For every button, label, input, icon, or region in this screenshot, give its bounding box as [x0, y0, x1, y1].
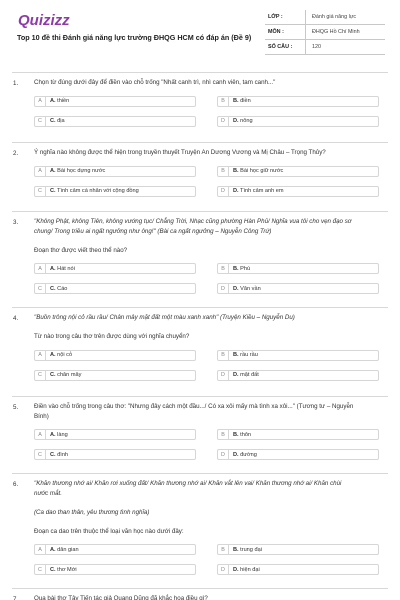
- question-text: Ý nghĩa nào không được thể hiện trong truyền thuyết Truyện An Dương Vương và Mị Châu – Trọng Thủy?: [34, 149, 326, 156]
- answer-option[interactable]: [217, 116, 379, 127]
- question-text: Qua bài thơ Tây Tiến tác giả Quang Dũng đã khắc họa điều gì?: [34, 595, 208, 600]
- question-text: Điền vào chỗ trống trong câu thơ: "Nhưng đây cách một đầu.../ Có xa xôi mấy mà tình xa xôi..." (Tương tư – Nguyễn: [34, 403, 354, 410]
- option-text: [46, 188, 139, 194]
- option-key: C.: [50, 285, 56, 292]
- question-text: "Khăn thương nhớ ai/ Khăn rơi xuống đất/ Khăn thương nhớ ai/ Khăn vắt lên vai/ Khăn thương nhớ ai/ Khăn chùi: [34, 480, 342, 487]
- option-letter-badge: D: [218, 450, 229, 459]
- question-text: Chọn từ đúng dưới đây để điền vào chỗ trống "Nhất canh trì, nhì canh viên, tam canh...": [34, 79, 276, 86]
- answer-option[interactable]: [217, 283, 379, 294]
- option-value: Bài học dựng nước: [55, 168, 106, 174]
- option-value: mặt đất: [238, 372, 259, 378]
- option-key: A.: [50, 168, 56, 174]
- option-value: làng: [55, 431, 68, 438]
- option-key: A.: [50, 546, 56, 553]
- option-key: B.: [233, 546, 239, 553]
- svg-text:Quizizz: Quizizz: [18, 12, 70, 29]
- option-value: chân mây: [55, 372, 82, 378]
- question-text: Đoạn ca dao trên thuộc thể loại văn học nào dưới đây:: [34, 527, 184, 535]
- answer-option[interactable]: [217, 350, 379, 361]
- answer-option[interactable]: [217, 544, 379, 555]
- option-value: đình: [55, 451, 69, 458]
- question-number: 3.: [13, 219, 19, 226]
- meta-row-subject: [265, 25, 385, 40]
- question-divider: [12, 473, 388, 474]
- answer-option[interactable]: [34, 429, 196, 440]
- option-letter-badge: C: [35, 187, 46, 196]
- header-divider: [12, 72, 388, 73]
- option-key: A.: [50, 352, 56, 358]
- answer-option[interactable]: [217, 370, 379, 381]
- option-letter-badge: B: [218, 264, 229, 273]
- option-key: A.: [50, 98, 56, 104]
- option-text: [229, 432, 251, 438]
- question-number: 1.: [13, 80, 19, 87]
- question-number: 6.: [13, 481, 19, 488]
- option-key: D.: [233, 188, 239, 194]
- option-text: [229, 168, 283, 174]
- answer-option[interactable]: [217, 429, 379, 440]
- option-text: [229, 452, 257, 458]
- option-letter-badge: A: [35, 351, 46, 360]
- option-key: B.: [233, 431, 239, 438]
- option-letter-badge: B: [218, 97, 229, 106]
- question-divider: [12, 211, 388, 212]
- option-text: [229, 266, 250, 272]
- question-text: Đoạn thơ được viết theo thể nào?: [34, 246, 128, 254]
- option-key: D.: [233, 118, 239, 124]
- answer-option[interactable]: [217, 449, 379, 460]
- answer-option[interactable]: [217, 186, 379, 197]
- option-value: đường: [238, 451, 257, 458]
- option-key: B.: [233, 168, 239, 174]
- option-key: D.: [233, 451, 239, 458]
- question-text: Từ nào trong câu thơ trên được dùng với nghĩa chuyển?: [34, 333, 190, 340]
- answer-option[interactable]: [34, 370, 196, 381]
- option-text: [46, 432, 68, 438]
- quizizz-logo: [18, 11, 78, 29]
- option-letter-badge: A: [35, 264, 46, 273]
- option-letter-badge: B: [218, 430, 229, 439]
- answer-option[interactable]: [34, 96, 196, 107]
- question-number: 7.: [13, 596, 19, 600]
- option-text: [229, 352, 258, 358]
- answer-option[interactable]: [34, 564, 196, 575]
- option-value: thôn: [238, 431, 252, 438]
- option-key: D.: [233, 285, 239, 292]
- option-value: nội cỏ: [55, 352, 73, 358]
- option-letter-badge: C: [35, 565, 46, 574]
- option-value: thơ Mới: [55, 566, 77, 573]
- option-value: Phú: [238, 265, 251, 272]
- option-letter-badge: D: [218, 117, 229, 126]
- answer-option[interactable]: [34, 186, 196, 197]
- option-letter-badge: B: [218, 167, 229, 176]
- option-letter-badge: C: [35, 450, 46, 459]
- option-text: [229, 98, 251, 104]
- option-value: điền: [238, 98, 251, 104]
- option-key: C.: [50, 118, 56, 124]
- question-divider: [12, 588, 388, 589]
- question-divider: [12, 396, 388, 397]
- meta-label: SỐ CÂU :: [268, 44, 293, 50]
- option-text: [229, 372, 259, 378]
- option-key: C.: [50, 451, 56, 458]
- option-text: [46, 286, 67, 292]
- answer-option[interactable]: [34, 166, 196, 177]
- option-key: D.: [233, 566, 239, 573]
- answer-option[interactable]: [217, 166, 379, 177]
- answer-option[interactable]: [34, 544, 196, 555]
- option-key: D.: [233, 372, 239, 378]
- option-value: thiền: [55, 98, 70, 104]
- question-number: 2.: [13, 150, 19, 157]
- option-letter-badge: A: [35, 430, 46, 439]
- option-letter-badge: C: [35, 371, 46, 380]
- option-text: [46, 118, 65, 124]
- option-letter-badge: C: [35, 117, 46, 126]
- option-text: [46, 352, 72, 358]
- option-value: Văn vần: [238, 285, 261, 292]
- option-value: hiện đại: [238, 566, 260, 573]
- meta-label: MÔN :: [268, 29, 284, 35]
- answer-option[interactable]: [34, 263, 196, 274]
- question-text: "Không Phật, không Tiên, không vướng tục/ Chẳng Trời, Nhạc cũng phường Hàn Phủ/ Nghĩa vua tôi cho vẹn đạo sơ: [34, 218, 352, 225]
- option-value: trung đại: [238, 546, 262, 553]
- answer-option[interactable]: [217, 263, 379, 274]
- option-letter-badge: B: [218, 545, 229, 554]
- question-text: chung/ Trong triều ai ngất ngưởng như ông!" (Bài ca ngất ngưởng – Nguyễn Công Trứ): [34, 227, 272, 235]
- option-value: địa: [55, 118, 65, 124]
- answer-option[interactable]: [34, 449, 196, 460]
- option-value: Bài học giữ nước: [238, 168, 284, 174]
- option-letter-badge: A: [35, 167, 46, 176]
- answer-option[interactable]: [34, 350, 196, 361]
- option-key: B.: [233, 98, 239, 104]
- option-letter-badge: D: [218, 284, 229, 293]
- option-value: Tình cảm cá nhân với cộng đồng: [55, 188, 139, 194]
- option-letter-badge: B: [218, 351, 229, 360]
- question-text: nước mắt.: [34, 489, 62, 497]
- answer-option[interactable]: [34, 283, 196, 294]
- option-text: [46, 452, 68, 458]
- answer-option[interactable]: [217, 564, 379, 575]
- option-text: [229, 188, 284, 194]
- answer-option[interactable]: [34, 116, 196, 127]
- meta-value: Đánh giá năng lực: [305, 10, 385, 24]
- option-text: [229, 567, 260, 573]
- question-text: Bính): [34, 412, 49, 420]
- option-value: nông: [238, 118, 253, 124]
- option-value: Tình cảm anh em: [238, 188, 284, 194]
- option-text: [229, 118, 253, 124]
- meta-table: [265, 10, 385, 55]
- option-text: [46, 567, 77, 573]
- meta-row-count: [265, 40, 385, 55]
- question-number: 5.: [13, 404, 19, 411]
- meta-value: ĐHQG Hồ Chí Minh: [305, 25, 385, 39]
- option-letter-badge: D: [218, 565, 229, 574]
- option-key: C.: [50, 188, 56, 194]
- option-text: [46, 372, 81, 378]
- answer-option[interactable]: [217, 96, 379, 107]
- option-key: A.: [50, 265, 56, 272]
- option-text: [46, 98, 69, 104]
- option-key: B.: [233, 352, 239, 358]
- document-title: Top 10 đề thi Đánh giá năng lực trường ĐHQG HCM có đáp án (Đề 9): [17, 33, 252, 42]
- option-letter-badge: A: [35, 545, 46, 554]
- option-value: rầu rầu: [238, 352, 258, 358]
- option-letter-badge: D: [218, 187, 229, 196]
- option-value: Hát nói: [55, 265, 75, 272]
- question-divider: [12, 307, 388, 308]
- option-value: Cáo: [55, 285, 68, 292]
- option-value: dân gian: [55, 546, 79, 553]
- meta-value: 120: [305, 40, 385, 54]
- meta-label: LỚP :: [268, 14, 283, 20]
- option-key: C.: [50, 566, 56, 573]
- option-letter-badge: A: [35, 97, 46, 106]
- option-text: [46, 266, 75, 272]
- meta-row-class: [265, 10, 385, 25]
- option-letter-badge: D: [218, 371, 229, 380]
- question-text: "Buồn trông nội cỏ rầu rầu/ Chân mây mặt đất một màu xanh xanh" (Truyện Kiều – Nguyễn Du): [34, 314, 295, 321]
- option-key: A.: [50, 431, 56, 438]
- question-divider: [12, 142, 388, 143]
- option-text: [229, 286, 261, 292]
- question-text: (Ca dao than thân, yêu thương tình nghĩa): [34, 508, 150, 516]
- option-key: B.: [233, 265, 239, 272]
- option-text: [46, 547, 79, 553]
- question-number: 4.: [13, 315, 19, 322]
- option-letter-badge: C: [35, 284, 46, 293]
- option-key: C.: [50, 372, 56, 378]
- option-text: [229, 547, 262, 553]
- option-text: [46, 168, 105, 174]
